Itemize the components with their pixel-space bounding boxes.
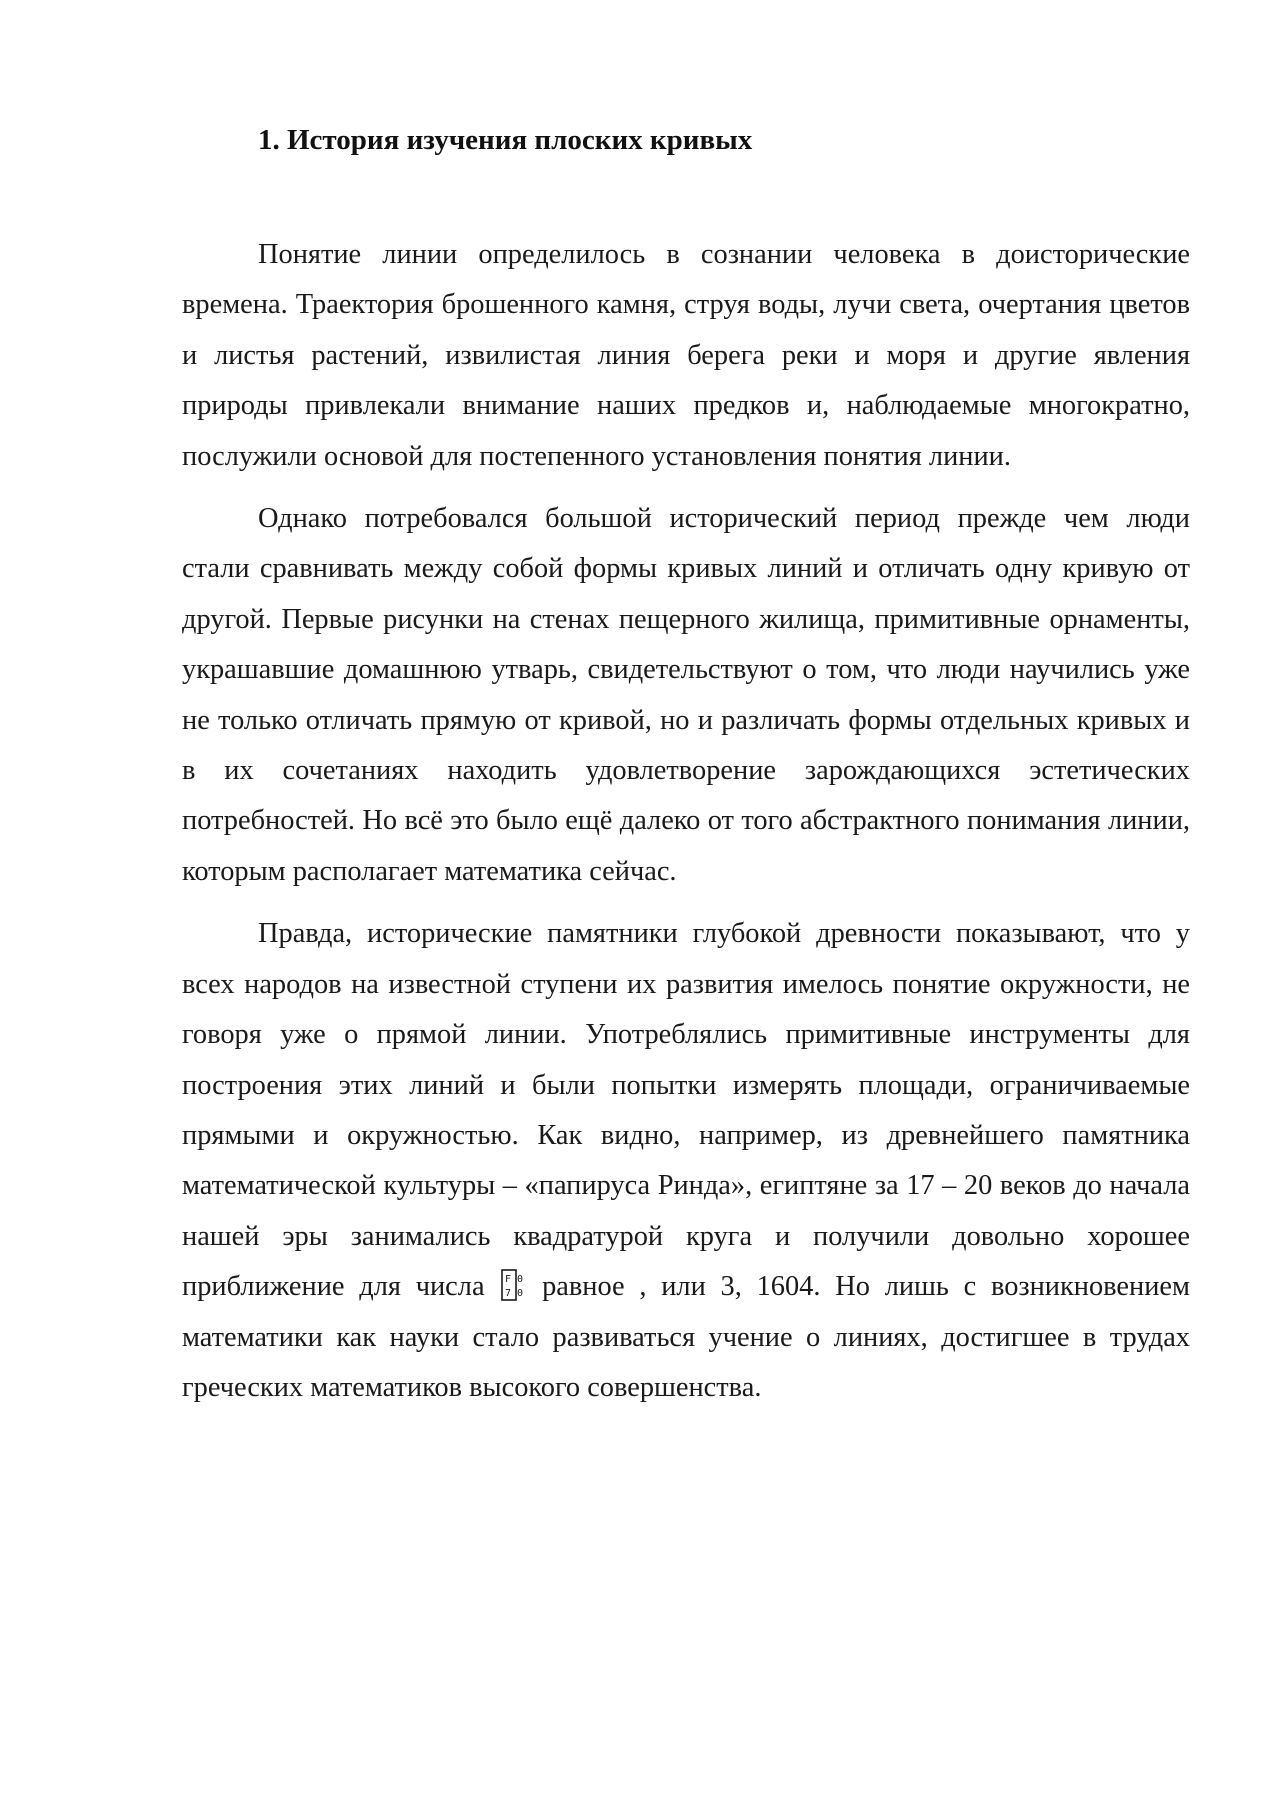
body-text: [182, 230, 1190, 1425]
missing-formula-glyph: [501, 1269, 525, 1301]
paragraph-3: [182, 909, 1190, 1413]
paragraph-2: Однако потребовался большой исторический период прежде чем люди стали сравнивать между собой формы кривых линий и отличать одну кривую от другой. Первые рисунки на стенах пещерного жилища, примитивные орнаменты, украшавшие домашнюю утварь, свидетельствуют о том, что люди научились уже не только отличать прямую от кривой, но и различать формы отдельных кривых и в их сочетаниях находить удовлетворение зарождающихся эстетических потребностей. Но всё это было ещё далеко от того абстрактного понимания линии, которым располагает математика сейчас.: [182, 503, 1190, 887]
formula-glyph-top-left: F: [505, 1274, 512, 1286]
paragraph-1: Понятие линии определилось в сознании человека в доисторические времена. Траектория брошенного камня, струя воды, лучи света, очертания цветов и листья растений, извилистая линия берега реки и моря и другие явления природы привлекали внимание наших предков и, наблюдаемые многократно, послужили основой для постепенного установления понятия линии.: [182, 239, 1190, 472]
paragraph-3-text-after-formula: равное , или 3, 1604. Но лишь с возникновением математики как науки стало развиваться учение о линиях, достигшее в трудах греческих математиков высокого совершенства.: [182, 1271, 1190, 1403]
section-heading: 1. История изучения плоских кривых: [258, 124, 753, 156]
paragraph-3-text-before-formula: Правда, исторические памятники глубокой древности показывают, что у всех народов на известной ступени их развития имелось понятие окружности, не говоря уже о прямой линии. Употреблялись примитивные инструменты для построения этих линий и были попытки измерять площади, ограничиваемые прямыми и окружностью. Как видно, например, из древнейшего памятника математической культуры – «папируса Ринда», египтяне за 17 – 20 веков до начала нашей эры занимались квадратурой круга и получили довольно хорошее приближение для числа: [182, 918, 1190, 1303]
formula-glyph-bottom-left: 7: [505, 1288, 512, 1300]
formula-glyph-top-right: 0: [517, 1274, 524, 1286]
formula-glyph-bottom-right: 0: [517, 1288, 524, 1300]
